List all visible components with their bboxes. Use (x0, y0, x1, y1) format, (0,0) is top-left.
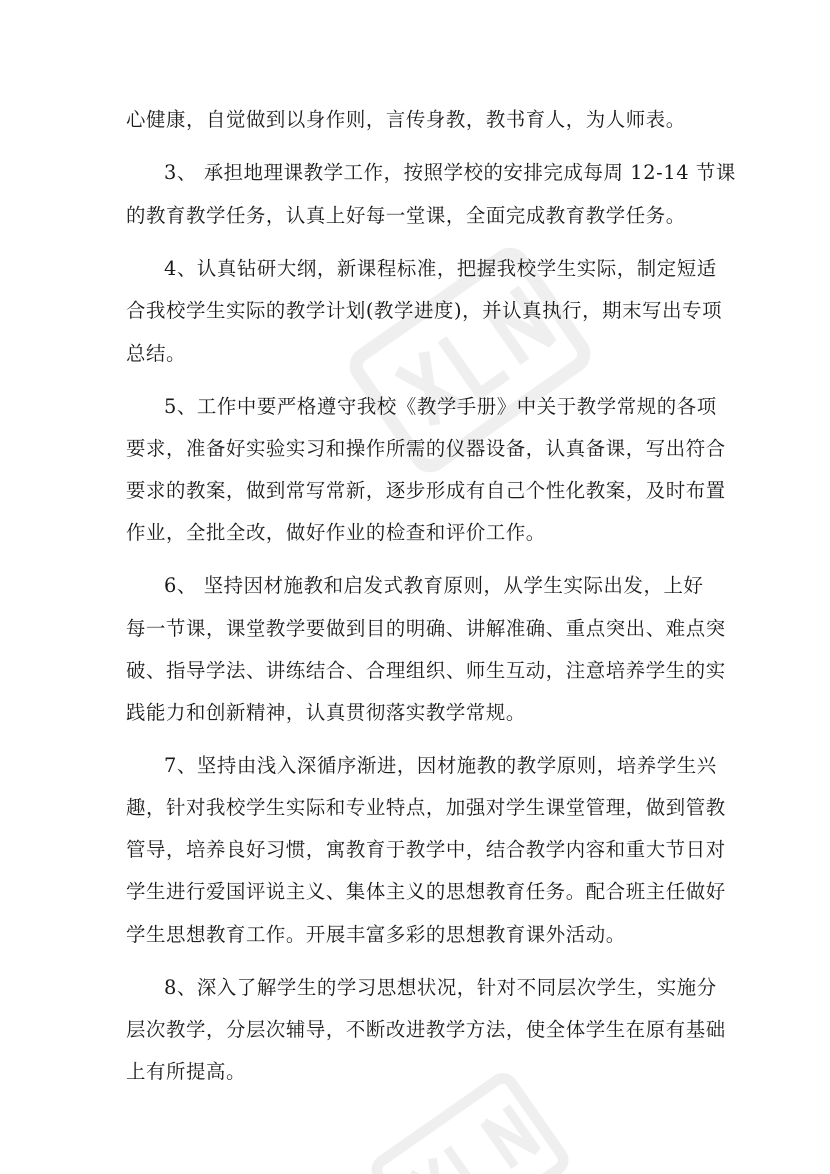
text-line: 上有所提高。 (126, 1060, 246, 1083)
text-line: 学生进行爱国评说主义、集体主义的思想教育任务。配合班主任做好 (126, 880, 726, 903)
text-line: 5、工作中要严格遵守我校《教学手册》中关于教学常规的各项 (164, 395, 717, 418)
text-line: 7、坚持由浅入深循序渐进，因材施教的教学原则，培养学生兴 (164, 754, 717, 777)
text-line: 心健康，自觉做到以身作则，言传身教，教书育人，为人师表。 (126, 108, 686, 131)
watermark-logo-bottom (345, 1040, 596, 1174)
text-line: 的教育教学任务，认真上好每一堂课，全面完成教育教学任务。 (126, 204, 686, 227)
text-line: 合我校学生实际的教学计划(教学进度)，并认真执行，期末写出专项 (126, 299, 723, 322)
text-line: 4、认真钻研大纲，新课程标准，把握我校学生实际，制定短适 (164, 257, 717, 280)
text-line: 8、深入了解学生的学习思想状况，针对不同层次学生，实施分 (164, 976, 717, 999)
watermark-logo (317, 207, 623, 513)
text-line: 要求的教案，做到常写常新，逐步形成有自己个性化教案，及时布置 (126, 479, 726, 502)
text-line: 每一节课，课堂教学要做到目的明确、讲解准确、重点突出、难点突 (126, 617, 726, 640)
text-line: 学生思想教育工作。开展丰富多彩的思想教育课外活动。 (126, 923, 626, 946)
text-line: 作业，全批全改，做好作业的检查和评价工作。 (126, 521, 546, 544)
text-line: 总结。 (126, 342, 186, 365)
text-line: 践能力和创新精神，认真贯彻落实教学常规。 (126, 701, 526, 724)
text-line: 层次教学，分层次辅导，不断改进教学方法，使全体学生在原有基础 (126, 1018, 726, 1041)
text-line: 趣，针对我校学生实际和专业特点，加强对学生课堂管理，做到管教 (126, 796, 726, 819)
text-line: 6、 坚持因材施教和启发式教育原则，从学生实际出发，上好 (164, 574, 704, 597)
text-line: 破、指导学法、讲练结合、合理组织、师生互动，注意培养学生的实 (126, 659, 726, 682)
text-line: 要求，准备好实验实习和操作所需的仪器设备，认真备课，写出符合 (126, 437, 726, 460)
text-line: 管导，培养良好习惯，寓教育于教学中，结合教学内容和重大节日对 (126, 838, 726, 861)
text-line: 3、 承担地理课教学工作，按照学校的安排完成每周 12-14 节课 (164, 161, 736, 184)
